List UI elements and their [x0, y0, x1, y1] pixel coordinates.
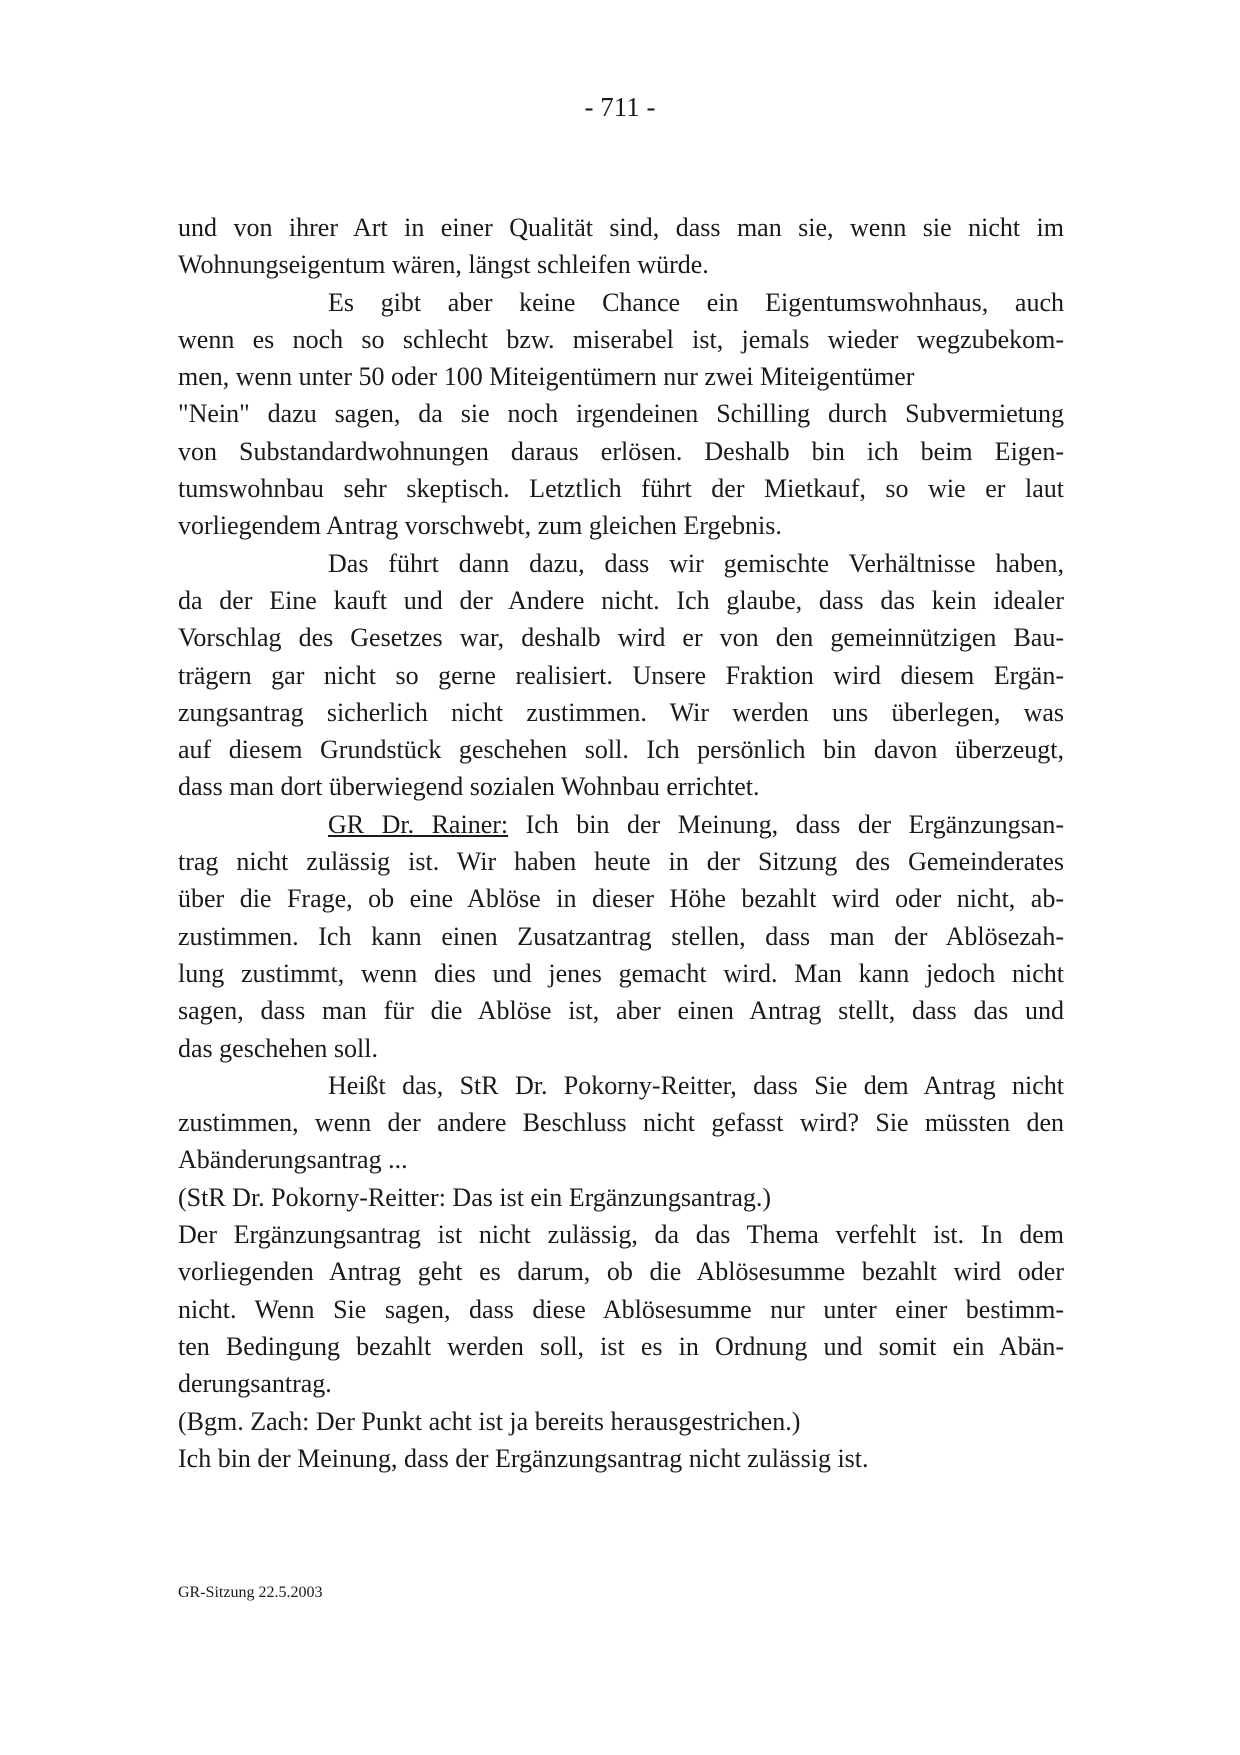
- speech-text: Ich bin der Meinung, dass der Ergänzungsan-: [508, 809, 1064, 839]
- text-line: über die Frage, ob eine Ablöse in dieser Höhe bezahlt wird oder nicht, ab-: [178, 884, 1064, 914]
- text-line: tumswohnbau sehr skeptisch. Letztlich führt der Mietkauf, so wie er laut: [178, 474, 1064, 504]
- text-line: men, wenn unter 50 oder 100 Miteigentümern nur zwei Miteigentümer: [178, 362, 915, 392]
- text-line: (StR Dr. Pokorny-Reitter: Das ist ein Ergänzungsantrag.): [178, 1182, 772, 1212]
- text-line: nicht. Wenn Sie sagen, dass diese Ablösesumme nur unter einer bestimm-: [178, 1294, 1064, 1324]
- text-line: [178, 806, 1064, 843]
- text-line: auf diesem Grundstück geschehen soll. Ich persönlich bin davon überzeugt,: [178, 735, 1064, 765]
- text-line: Heißt das, StR Dr. Pokorny-Reitter, dass Sie dem Antrag nicht: [328, 1070, 1064, 1100]
- text-line: zustimmen. Ich kann einen Zusatzantrag stellen, dass man der Ablösezah-: [178, 921, 1064, 951]
- text-line: und von ihrer Art in einer Qualität sind, dass man sie, wenn sie nicht im: [178, 213, 1064, 242]
- text-line: Es gibt aber keine Chance ein Eigentumswohnhaus, auch: [328, 287, 1064, 317]
- text-line: zustimmen, wenn der andere Beschluss nicht gefasst wird? Sie müssten den: [178, 1108, 1064, 1138]
- text-line: Abänderungsantrag ...: [178, 1145, 408, 1175]
- text-line: (Bgm. Zach: Der Punkt acht ist ja bereits herausgestrichen.): [178, 1406, 801, 1436]
- text-line: trag nicht zulässig ist. Wir haben heute in der Sitzung des Gemeinderates: [178, 847, 1064, 877]
- text-line: sagen, dass man für die Ablöse ist, aber einen Antrag stellt, dass das und: [178, 996, 1064, 1026]
- text-line: wenn es noch so schlecht bzw. miserabel ist, jemals wieder wegzubekom-: [178, 324, 1064, 354]
- text-line: vorliegendem Antrag vorschwebt, zum gleichen Ergebnis.: [178, 511, 782, 541]
- text-line: von Substandardwohnungen daraus erlösen. Deshalb bin ich beim Eigen-: [178, 436, 1064, 466]
- text-line: trägern gar nicht so gerne realisiert. Unsere Fraktion wird diesem Ergän-: [178, 660, 1064, 690]
- document-body: [178, 209, 1064, 1477]
- footer-session-date: GR-Sitzung 22.5.2003: [178, 1584, 323, 1601]
- text-line: Der Ergänzungsantrag ist nicht zulässig, da das Thema verfehlt ist. In dem: [178, 1220, 1064, 1250]
- text-line: "Nein" dazu sagen, da sie noch irgendeinen Schilling durch Subvermietung: [178, 399, 1064, 429]
- speaker-name: GR Dr. Rainer:: [328, 809, 509, 839]
- text-line: dass man dort überwiegend sozialen Wohnbau errichtet.: [178, 772, 760, 802]
- text-line: derungsantrag.: [178, 1369, 332, 1399]
- text-line: Wohnungseigentum wären, längst schleifen würde.: [178, 250, 709, 280]
- text-line: Das führt dann dazu, dass wir gemischte Verhältnisse haben,: [328, 548, 1064, 578]
- page-number: - 711 -: [584, 92, 656, 122]
- text-line: da der Eine kauft und der Andere nicht. Ich glaube, dass das kein idealer: [178, 585, 1064, 615]
- text-line: lung zustimmt, wenn dies und jenes gemacht wird. Man kann jedoch nicht: [178, 958, 1064, 988]
- text-line: zungsantrag sicherlich nicht zustimmen. Wir werden uns überlegen, was: [178, 697, 1064, 727]
- text-line: ten Bedingung bezahlt werden soll, ist es in Ordnung und somit ein Abän-: [178, 1331, 1064, 1361]
- text-line: das geschehen soll.: [178, 1033, 379, 1063]
- text-line: Ich bin der Meinung, dass der Ergänzungsantrag nicht zulässig ist.: [178, 1443, 869, 1473]
- text-line: Vorschlag des Gesetzes war, deshalb wird er von den gemeinnützigen Bau-: [178, 623, 1064, 653]
- text-line: vorliegenden Antrag geht es darum, ob die Ablösesumme bezahlt wird oder: [178, 1257, 1064, 1287]
